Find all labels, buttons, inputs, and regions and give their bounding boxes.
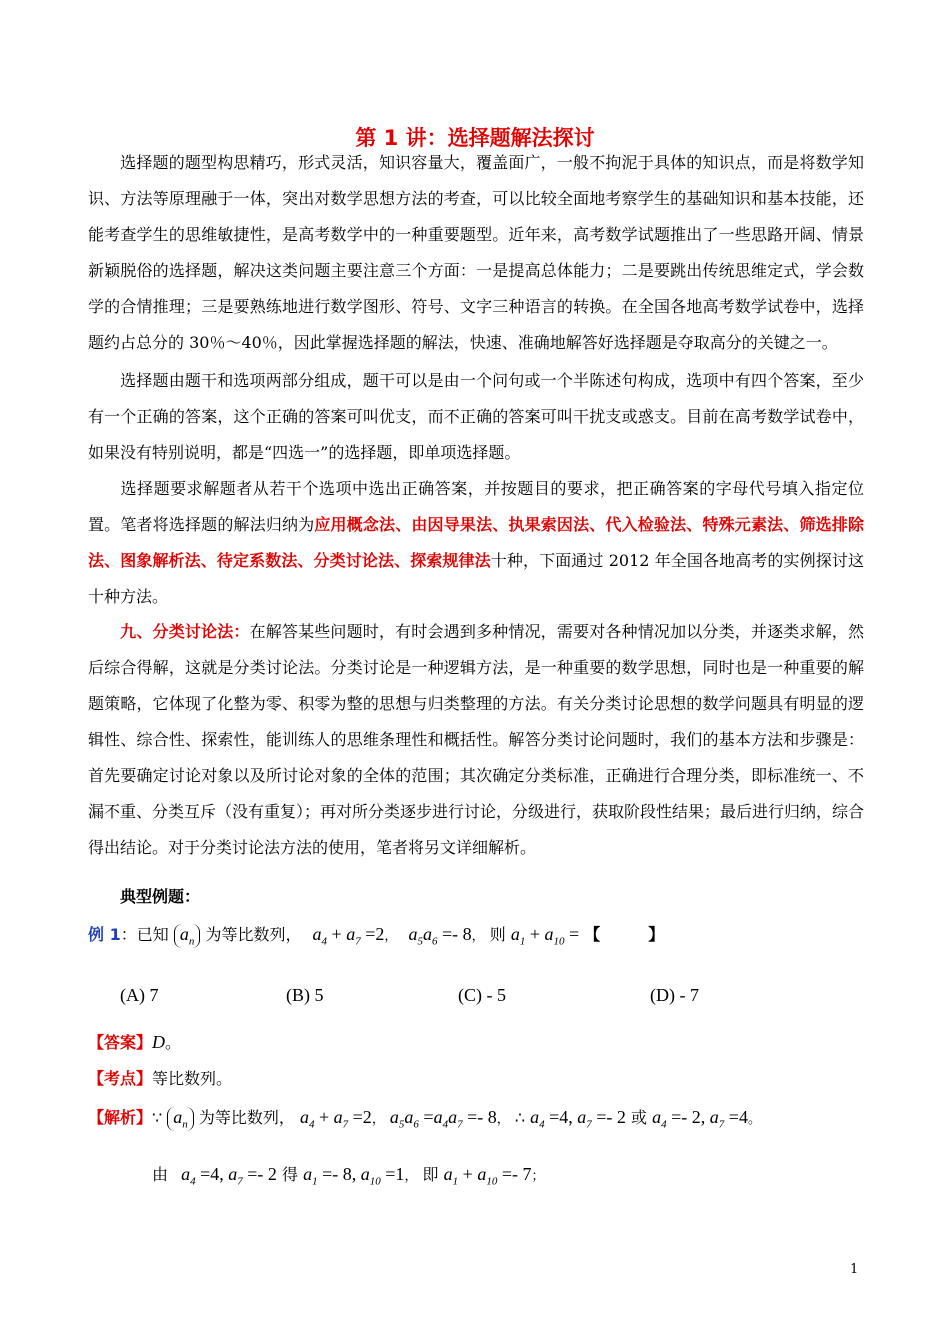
paragraph-structure-text: 选择题由题干和选项两部分组成，题干可以是由一个问句或一个半陈述句构成，选项中有四个答案，至少有一个正确的答案，这个正确的答案可叫优支，而不正确的答案可叫干扰支或惑支。目前在高考数学试卷中，如果没有特别说明，都是“四选一”的选择题，即单项选择题。 <box>88 371 864 462</box>
paragraph-methods <box>88 471 864 615</box>
analysis-cond-1: $a_4 + a_7 =2$ <box>300 1107 372 1131</box>
condition-2: $a_5a_6 =- 8$ <box>408 924 472 948</box>
condition-1: $a_4 + a_7 =2$ <box>312 924 385 948</box>
analysis-case-1: $a_4 =4$, $a_7 =- 2$ <box>530 1107 626 1131</box>
classification-text: 在解答某些问题时，有时会遇到多种情况，需要对各种情况加以分类，并逐类求解，然后综合得解，这就是分类讨论法。分类讨论是一种逻辑方法，是一种重要的数学思想，同时也是一种重要的解题策略，它体现了化整为零、积零为整的思想与归类整理的方法。有关分类讨论思想的数学问题具有明显的逻辑性、综合性、探索性，能训练人的思维条理性和概括性。解答分类讨论问题时，我们的基本方法和步骤是：首先要确定讨论对象以及所讨论对象的全体的范围；其次确定分类标准，正确进行合理分类，即标准统一、不漏不重、分类互斥（没有重复）；再对所分类逐步进行讨论，分级进行，获取阶段性结果；最后进行归纳，综合得出结论。对于分类讨论法方法的使用，笔者将另文详细解析。 <box>88 622 865 857</box>
analysis-case-2: $a_4 =- 2$, $a_7 =4$ <box>652 1107 748 1131</box>
page-number: 1 <box>850 1262 859 1277</box>
kaodian-tag: 【考点】 <box>88 1069 153 1088</box>
analysis-ji: 即 <box>422 1165 439 1184</box>
methods-text-b: 十种，下面通过 2012 年全国各地高考的实例探讨这十种方法。 <box>88 551 864 606</box>
analysis-line-1: 【解析】∵ $a_n$ 为等比数列， $a_4 + a_7 =2$， $a_5a_6 =a_4a_7 =- 8$， ∴ $a_4 =4$, $a_7 =- 2$ 或 $a_4 =- 2$, $a_7 =4$。 <box>88 1107 761 1131</box>
analysis-result: $a_1 =- 8$, $a_{10} =1$ <box>303 1164 405 1188</box>
answer-end: 。 <box>165 1033 182 1052</box>
paragraph-intro <box>88 145 864 361</box>
paragraph-intro-text: 选择题的题型构思精巧，形式灵活，知识容量大，覆盖面广，一般不拘泥于具体的知识点，而是将数学知识、方法等原理融于一体，突出对数学思想方法的考查，可以比较全面地考察学生的基础知识和基本技能，还能考查学生的思维敏捷性，是高考数学中的一种重要题型。近年来，高考数学试题推出了一些思路开阔、情景新颖脱俗的选择题，解决这类问题主要注意三个方面：一是提高总体能力；二是要跳出传统思维定式，学会数学的合情推理；三是要熟练地进行数学图形、符号、文字三种语言的转换。在全国各地高考数学试卷中，选择题约占总分的 30％～40％，因此掌握选择题的解法，快速、准确地解答好选择题是夺取高分的关键之一。 <box>88 153 864 352</box>
option-b: (B) 5 <box>286 985 324 1005</box>
answer-line <box>88 1030 181 1053</box>
because-symbol: ∵ <box>152 1108 163 1127</box>
analysis-cond-2: $a_5a_6 =a_4a_7 =- 8$ <box>389 1107 497 1131</box>
therefore-symbol: ∴ <box>514 1108 526 1127</box>
sequence-symbol-2: $a_n$ <box>167 1107 194 1131</box>
option-a: (A) 7 <box>120 985 159 1005</box>
answer-bracket: 【 】 <box>584 925 665 944</box>
methods-list: 应用概念法、由因导果法、执果索因法、代入检验法、特殊元素法、筛选排除法、图象解析法、待定系数法、分类讨论法、探索规律法 <box>88 515 864 570</box>
question-expression: $a_1 + a_{10}$ = <box>510 924 580 948</box>
section-nine-heading: 九、分类讨论法： <box>120 622 250 641</box>
answer-value: D <box>152 1032 166 1052</box>
kaodian-line <box>88 1066 232 1089</box>
analysis-final: $a_1 + a_{10} =- 7$ <box>443 1164 532 1188</box>
analysis-or: 或 <box>631 1108 648 1127</box>
analysis-tag: 【解析】 <box>88 1108 153 1127</box>
analysis-seq-desc: 为等比数列， <box>198 1108 295 1127</box>
example-label: 例 1 <box>88 925 121 944</box>
example-1: 例 1：已知 $a_n$ 为等比数列， $a_4 + a_7 =2$， $a_5a_6 =- 8$， 则 $a_1 + a_{10}$ = 【 】 <box>88 924 665 948</box>
analysis-line-2: 由 $a_4 =4$, $a_7 =- 2$ 得 $a_1 =- 8$, $a_{10} =1$， 即 $a_1 + a_{10} =- 7$； <box>152 1164 545 1188</box>
example-known: 已知 <box>136 925 169 944</box>
sequence-symbol: $a_n$ <box>174 924 201 948</box>
option-c: (C) - 5 <box>458 985 506 1005</box>
answer-tag: 【答案】 <box>88 1033 153 1052</box>
kaodian-value: 等比数列。 <box>152 1069 233 1088</box>
example-colon: ： <box>120 925 137 944</box>
typical-examples-heading: 典型例题： <box>120 887 201 906</box>
methods-text-a: 选择题要求解题者从若干个选项中选出正确答案，并按题目的要求，把正确答案的字母代号填入指定位置。笔者将选择题的解法归纳为 <box>88 479 864 534</box>
example-then: 则 <box>489 925 506 944</box>
analysis-get: 得 <box>282 1165 299 1184</box>
analysis-case-1b: $a_4 =4$, $a_7 =- 2$ <box>181 1164 277 1188</box>
paragraph-classification <box>88 614 864 866</box>
page-title: 第 1 讲：选择题解法探讨 <box>355 126 595 150</box>
option-d: (D) - 7 <box>650 985 699 1005</box>
analysis-by: 由 <box>152 1165 169 1184</box>
paragraph-structure <box>88 363 864 471</box>
example-seq-desc: 为等比数列， <box>205 925 302 944</box>
